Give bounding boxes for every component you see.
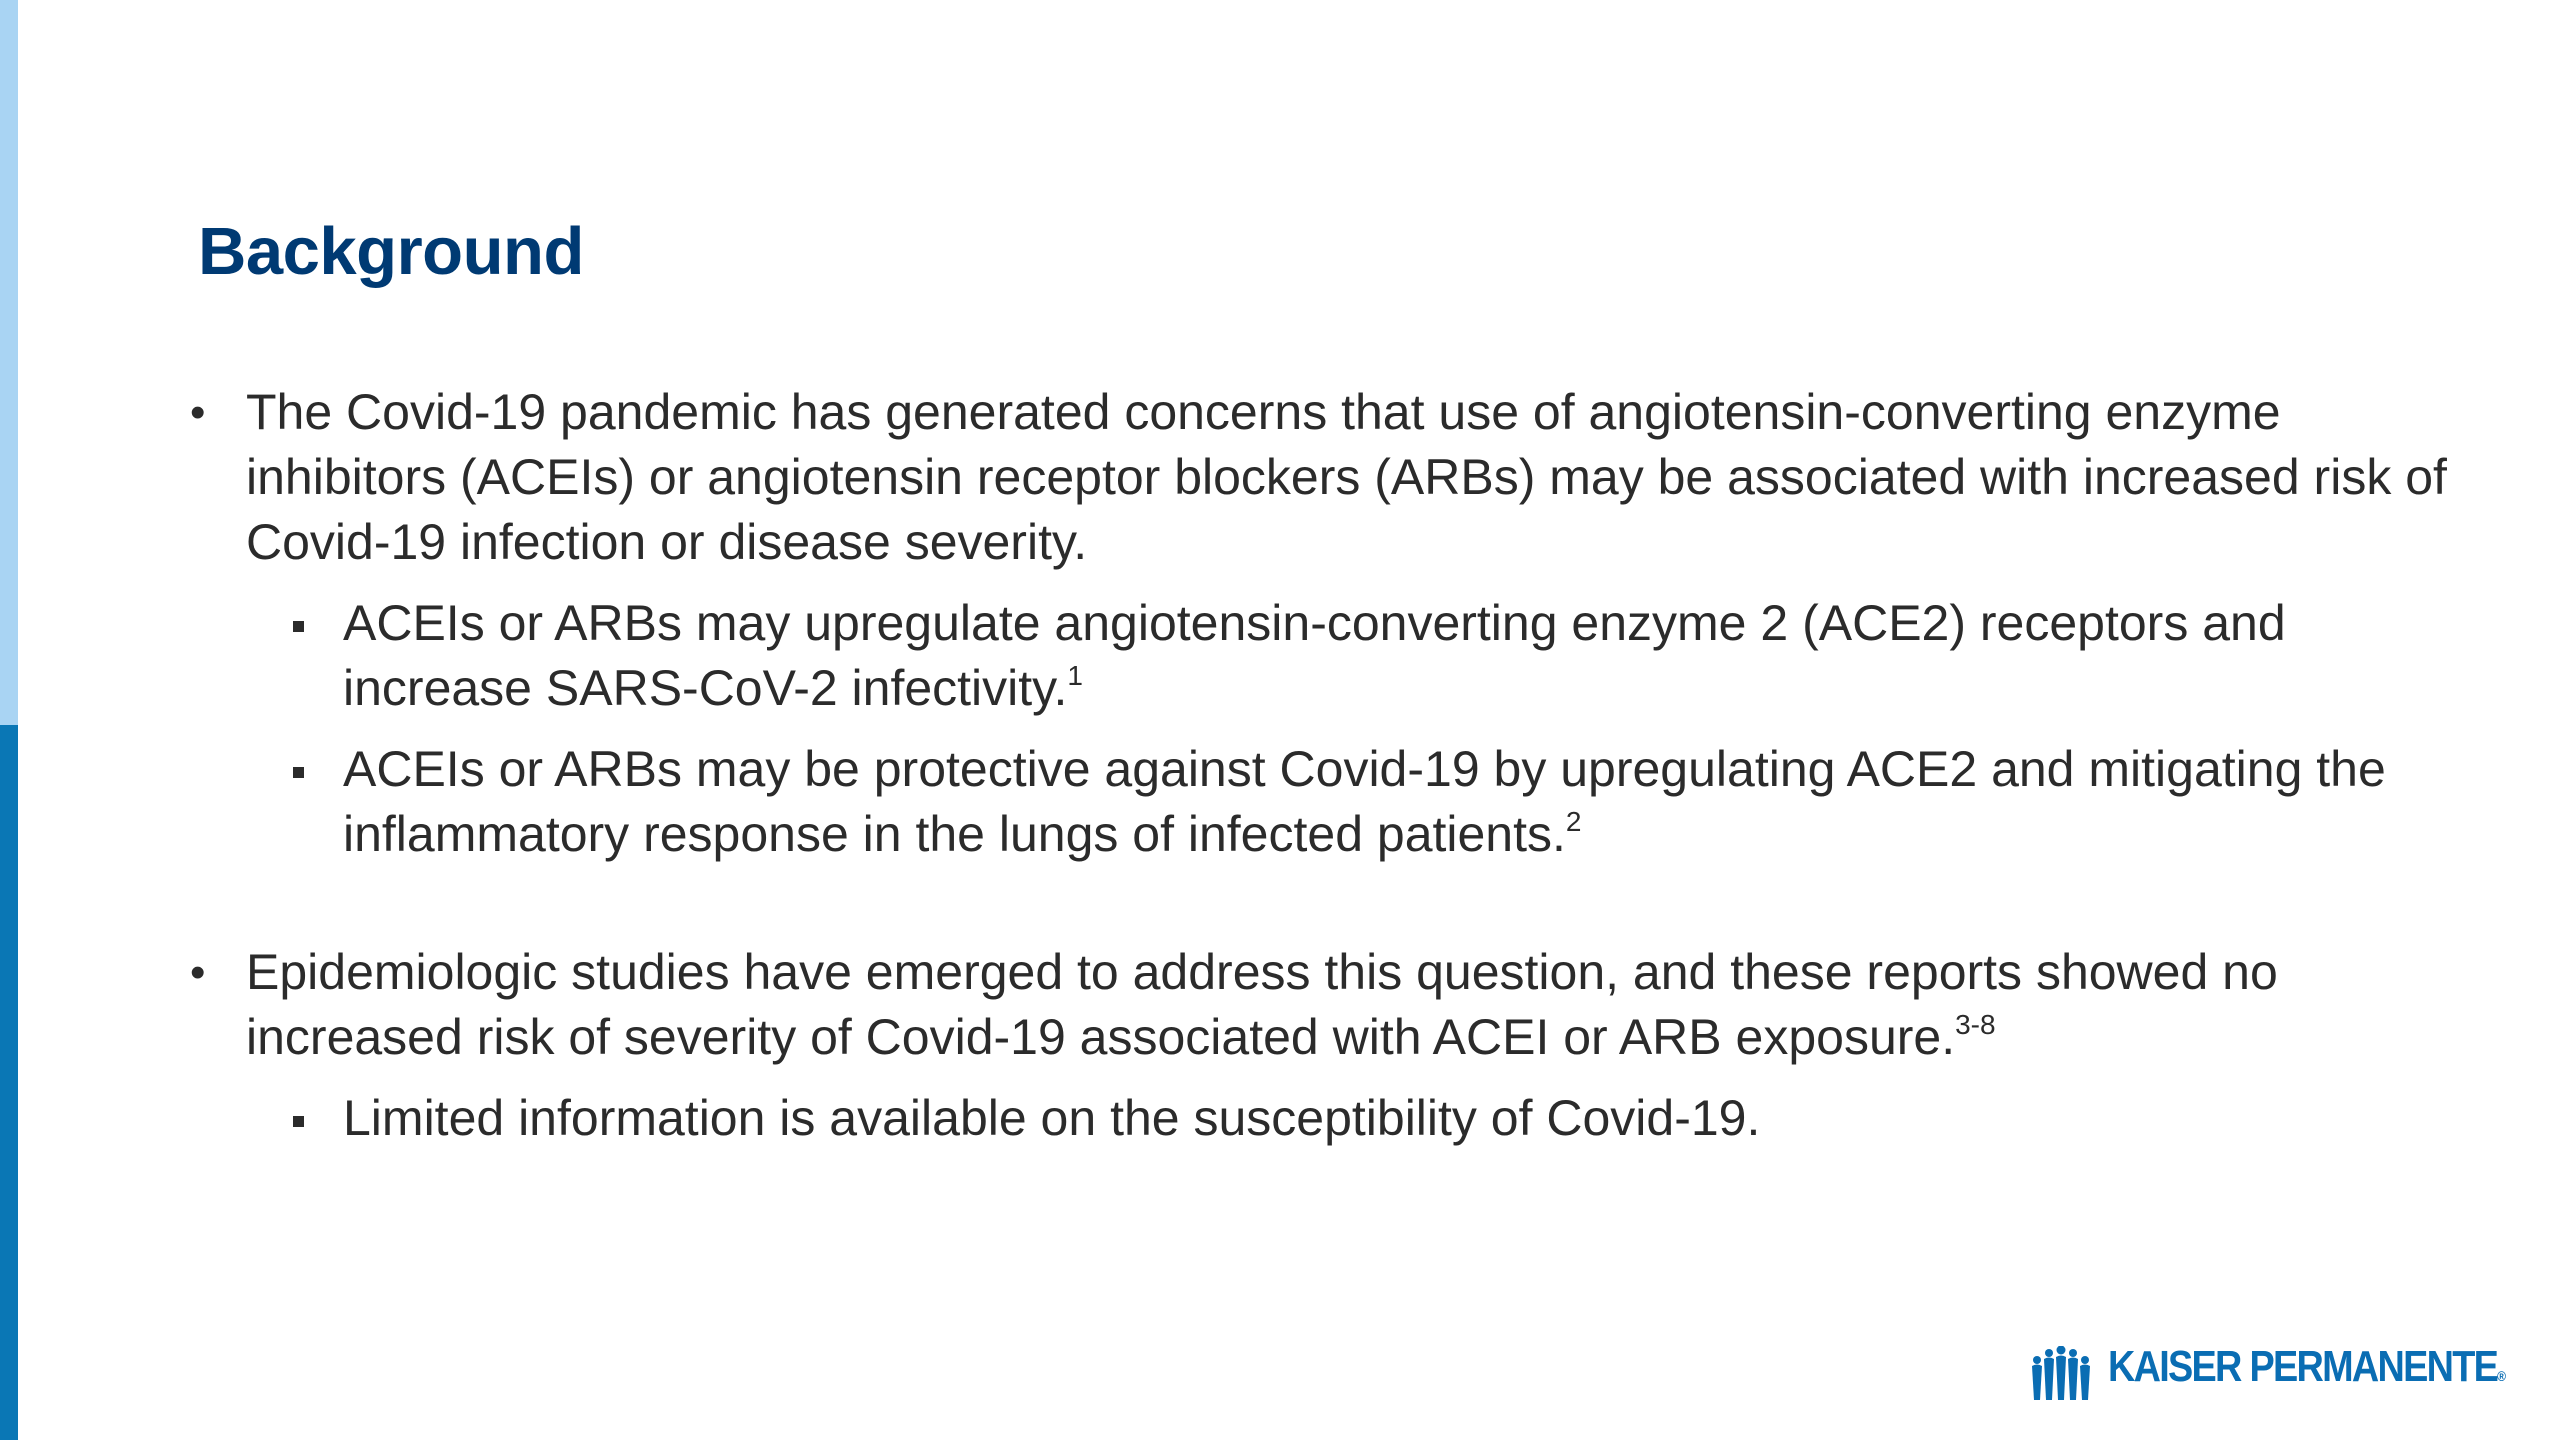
bullet-item bbox=[190, 940, 2450, 1070]
logo-wordmark: KAISER PERMANENTE® bbox=[2108, 1342, 2505, 1391]
reference-superscript: 2 bbox=[1565, 806, 1582, 838]
sub-bullet-item bbox=[190, 591, 2450, 721]
accent-bar-dark bbox=[0, 725, 18, 1440]
slide-content bbox=[190, 380, 2450, 1151]
square-bullet-icon bbox=[293, 767, 304, 778]
kaiser-permanente-logo bbox=[2030, 1340, 2560, 1400]
reference-superscript: 1 bbox=[1067, 660, 1083, 692]
bullet-marker: • bbox=[190, 948, 206, 997]
sub-bullet-item bbox=[190, 1086, 2450, 1151]
sub-bullet-text: ACEIs or ARBs may upregulate angiotensin-converting enzyme 2 (ACE2) receptors and increase SARS-CoV-2 infectivity. bbox=[343, 595, 2286, 716]
sub-bullet-text: Limited information is available on the susceptibility of Covid-19. bbox=[343, 1090, 1761, 1146]
reference-superscript: 3-8 bbox=[1955, 1009, 1996, 1041]
sub-bullet-item bbox=[190, 737, 2450, 867]
kaiser-people-icon bbox=[2030, 1346, 2092, 1400]
square-bullet-icon bbox=[293, 621, 304, 632]
accent-bar-light bbox=[0, 0, 18, 725]
bullet-text: The Covid-19 pandemic has generated concerns that use of angiotensin-converting enzyme inhibitors (ACEIs) or angiotensin receptor blockers (ARBs) may be associated with increased risk of Covid-19 infection or disease severity. bbox=[246, 384, 2447, 570]
square-bullet-icon bbox=[293, 1116, 304, 1127]
slide-title: Background bbox=[198, 214, 584, 289]
bullet-marker: • bbox=[190, 388, 206, 437]
bullet-item bbox=[190, 380, 2450, 575]
bullet-text: Epidemiologic studies have emerged to address this question, and these reports showed no increased risk of severity of Covid-19 associated with ACEI or ARB exposure. bbox=[246, 944, 2278, 1065]
sub-bullet-text: ACEIs or ARBs may be protective against Covid-19 by upregulating ACE2 and mitigating the inflammatory response in the lungs of infected patients. bbox=[343, 741, 2386, 862]
